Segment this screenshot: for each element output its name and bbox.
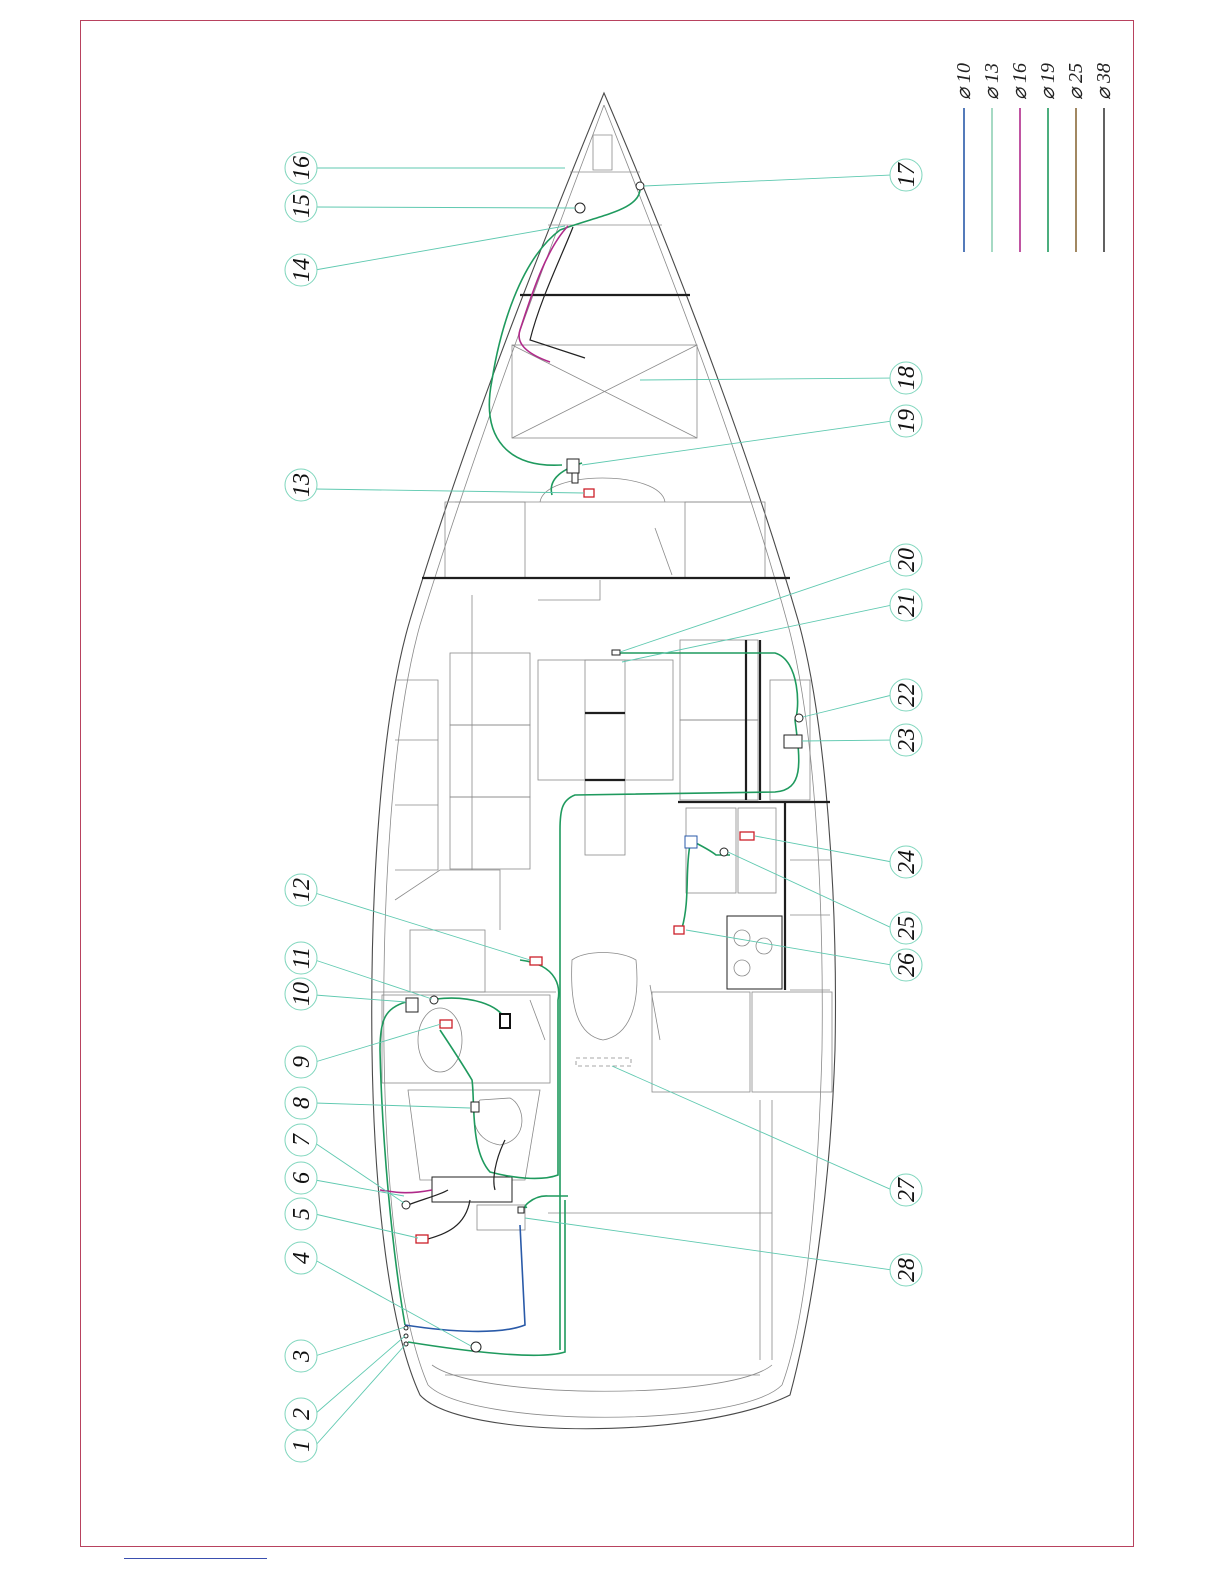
- svg-text:17: 17: [894, 163, 920, 187]
- callout-23: [890, 724, 922, 756]
- callouts-left: [285, 152, 317, 1462]
- svg-text:13: 13: [289, 473, 315, 497]
- callout-24: [890, 846, 922, 878]
- legend-entry-38: [1093, 63, 1115, 252]
- legend-entry-19: [1037, 63, 1059, 252]
- svg-text:⌀ 16: ⌀ 16: [1009, 62, 1031, 100]
- callout-28: [890, 1254, 922, 1286]
- callout-9: [285, 1046, 317, 1078]
- svg-text:23: 23: [894, 728, 920, 752]
- callout-19: [890, 405, 922, 437]
- forward-cabin: [422, 135, 790, 578]
- callout-10: [285, 978, 317, 1010]
- saloon: [395, 580, 810, 870]
- hull-outline: [372, 93, 836, 1429]
- pipes-16mm: [380, 226, 568, 1193]
- callout-12: [285, 874, 317, 906]
- svg-text:20: 20: [894, 548, 920, 572]
- svg-text:27: 27: [894, 1178, 920, 1202]
- svg-text:26: 26: [894, 953, 920, 977]
- svg-text:5: 5: [289, 1208, 315, 1220]
- svg-text:⌀ 19: ⌀ 19: [1037, 62, 1059, 100]
- callout-26: [890, 949, 922, 981]
- callout-18: [890, 362, 922, 394]
- callout-14: [285, 254, 317, 286]
- callouts-right: [890, 159, 922, 1286]
- callout-25: [890, 912, 922, 944]
- svg-text:18: 18: [894, 366, 920, 390]
- svg-text:12: 12: [289, 878, 315, 902]
- callout-7: [285, 1124, 317, 1156]
- svg-text:19: 19: [894, 409, 920, 433]
- leader-lines: [315, 168, 892, 1446]
- footer-rule: [124, 1558, 267, 1559]
- svg-text:4: 4: [289, 1252, 315, 1264]
- svg-text:9: 9: [289, 1056, 315, 1068]
- callout-17: [890, 159, 922, 191]
- callout-16: [285, 152, 317, 184]
- svg-text:14: 14: [289, 258, 315, 282]
- callout-5: [285, 1198, 317, 1230]
- svg-text:10: 10: [289, 982, 315, 1006]
- svg-text:⌀ 13: ⌀ 13: [981, 62, 1003, 100]
- svg-text:15: 15: [289, 194, 315, 218]
- legend-entry-16: [1009, 63, 1031, 252]
- legend-entry-13: [981, 63, 1003, 252]
- svg-text:⌀ 38: ⌀ 38: [1093, 62, 1115, 100]
- callout-27: [890, 1174, 922, 1206]
- callout-21: [890, 589, 922, 621]
- callout-1: [285, 1430, 317, 1462]
- pipe-diameter-legend: [953, 63, 1115, 252]
- svg-text:⌀ 25: ⌀ 25: [1065, 62, 1087, 100]
- svg-text:22: 22: [894, 683, 920, 707]
- callout-6: [285, 1162, 317, 1194]
- svg-text:6: 6: [289, 1172, 315, 1184]
- callout-4: [285, 1242, 317, 1274]
- callout-3: [285, 1340, 317, 1372]
- callout-2: [285, 1398, 317, 1430]
- galley: [678, 802, 830, 990]
- legend-entry-25: [1065, 63, 1087, 252]
- svg-text:16: 16: [289, 156, 315, 180]
- svg-text:28: 28: [894, 1258, 920, 1282]
- svg-text:7: 7: [289, 1134, 315, 1146]
- legend-entry-10: [953, 63, 975, 252]
- callout-8: [285, 1087, 317, 1119]
- callout-15: [285, 190, 317, 222]
- svg-text:21: 21: [894, 593, 920, 617]
- svg-text:25: 25: [894, 916, 920, 940]
- svg-text:8: 8: [289, 1097, 315, 1109]
- svg-text:2: 2: [289, 1408, 315, 1420]
- svg-text:11: 11: [289, 946, 315, 970]
- svg-text:⌀ 10: ⌀ 10: [953, 62, 975, 100]
- callout-20: [890, 544, 922, 576]
- callout-11: [285, 942, 317, 974]
- svg-text:1: 1: [289, 1440, 315, 1452]
- svg-text:3: 3: [289, 1350, 315, 1362]
- callout-13: [285, 469, 317, 501]
- callout-22: [890, 679, 922, 711]
- svg-text:24: 24: [894, 850, 920, 874]
